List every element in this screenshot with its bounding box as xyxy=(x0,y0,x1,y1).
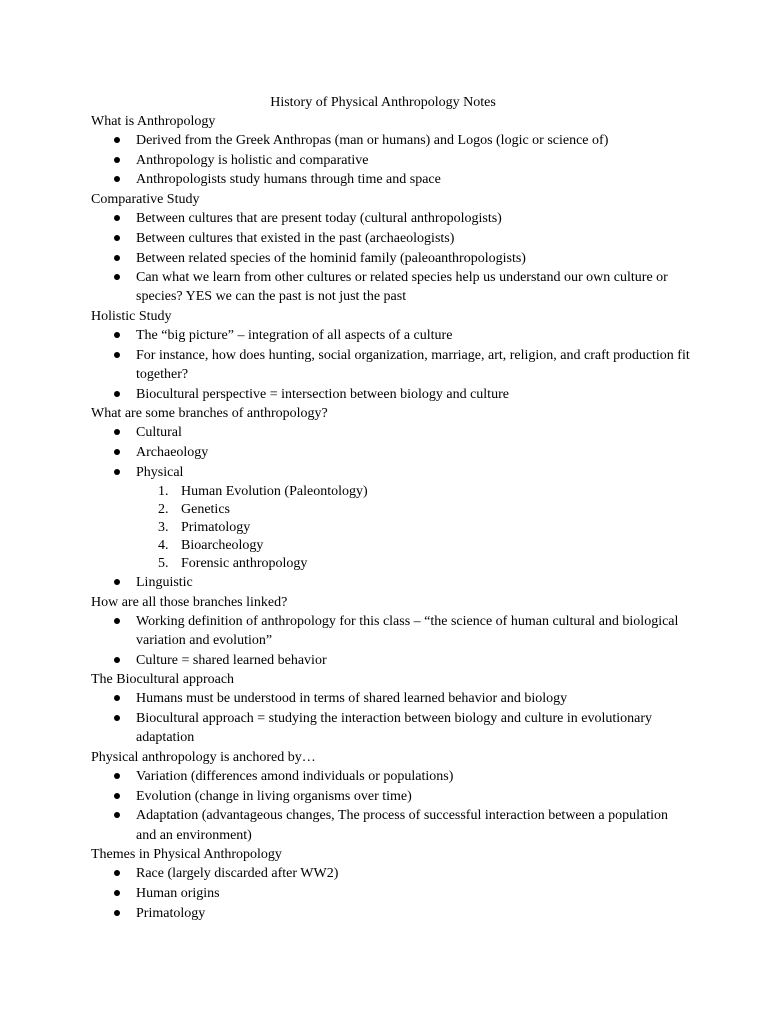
list-item-text: Human origins xyxy=(136,885,220,901)
numbered-item-text: Human Evolution (Paleontology) xyxy=(181,483,368,499)
bullet-icon xyxy=(114,274,120,280)
section xyxy=(91,404,691,592)
bullet-icon xyxy=(114,870,120,876)
list-item xyxy=(91,573,691,592)
section-heading: Themes in Physical Anthropology xyxy=(91,847,282,863)
document-page xyxy=(91,94,691,923)
sublist-container xyxy=(91,483,691,573)
bullet-list xyxy=(91,767,691,845)
list-item-text: Can what we learn from other cultures or related species help us understand our own culture or species? YES we can the past is not just the past xyxy=(136,270,668,305)
list-item xyxy=(91,209,691,228)
list-item-text: Evolution (change in living organisms over time) xyxy=(136,788,412,804)
list-item-text: Working definition of anthropology for this class – “the science of human cultural and biological variation and evolution” xyxy=(136,613,679,648)
bullet-list xyxy=(91,423,691,592)
list-item-text: Archaeology xyxy=(136,445,209,461)
list-item xyxy=(91,385,691,404)
section xyxy=(91,112,691,190)
section-heading: What are some branches of anthropology? xyxy=(91,406,328,422)
bullet-icon xyxy=(114,579,120,585)
section xyxy=(91,593,691,670)
bullet-icon xyxy=(114,157,120,163)
numbered-item-text: Bioarcheology xyxy=(181,537,264,553)
numbered-item xyxy=(91,483,691,501)
numbered-item-text: Primatology xyxy=(181,519,251,535)
item-number: 2. xyxy=(158,501,169,517)
bullet-list xyxy=(91,612,691,670)
numbered-list xyxy=(91,483,691,573)
bullet-icon xyxy=(114,890,120,896)
bullet-list xyxy=(91,689,691,747)
list-item-text: Between related species of the hominid family (paleoanthropologists) xyxy=(136,250,526,266)
list-item xyxy=(91,170,691,189)
bullet-icon xyxy=(114,618,120,624)
list-item xyxy=(91,689,691,708)
bullet-icon xyxy=(114,449,120,455)
list-item-text: Between cultures that existed in the past (archaeologists) xyxy=(136,230,455,246)
section xyxy=(91,190,691,307)
list-item xyxy=(91,346,691,384)
item-number: 4. xyxy=(158,537,169,553)
bullet-list xyxy=(91,131,691,190)
numbered-item-text: Forensic anthropology xyxy=(181,555,308,571)
numbered-item xyxy=(91,501,691,519)
list-item xyxy=(91,904,691,923)
section-heading: What is Anthropology xyxy=(91,114,216,129)
bullet-icon xyxy=(114,715,120,721)
list-item xyxy=(91,864,691,883)
list-item xyxy=(91,884,691,903)
section xyxy=(91,670,691,747)
bullet-icon xyxy=(114,793,120,799)
bullet-icon xyxy=(114,332,120,338)
bullet-list xyxy=(91,209,691,307)
list-item-text: Derived from the Greek Anthropas (man or humans) and Logos (logic or science of) xyxy=(136,133,609,148)
list-item-text: Culture = shared learned behavior xyxy=(136,652,327,668)
bullet-icon xyxy=(114,429,120,435)
section-heading: How are all those branches linked? xyxy=(91,594,288,610)
list-item-text: Primatology xyxy=(136,905,206,921)
bullet-list xyxy=(91,864,691,923)
item-number: 1. xyxy=(158,483,169,499)
list-item xyxy=(91,787,691,806)
document-body xyxy=(91,112,691,923)
list-item-text: Biocultural perspective = intersection between biology and culture xyxy=(136,386,509,402)
list-item-text: Between cultures that are present today (cultural anthropologists) xyxy=(136,211,502,227)
list-item xyxy=(91,326,691,345)
numbered-item xyxy=(91,519,691,537)
section-heading: Holistic Study xyxy=(91,309,172,325)
list-item-text: Variation (differences amond individuals or populations) xyxy=(136,768,454,784)
list-item-text: Cultural xyxy=(136,425,182,441)
section-heading: Comparative Study xyxy=(91,192,200,208)
list-item xyxy=(91,709,691,747)
bullet-icon xyxy=(114,215,120,221)
list-item-text: Race (largely discarded after WW2) xyxy=(136,866,339,882)
list-item-text: Biocultural approach = studying the interaction between biology and culture in evolutionary adaptation xyxy=(136,711,653,746)
list-item xyxy=(91,767,691,786)
list-item xyxy=(91,268,691,306)
bullet-icon xyxy=(114,176,120,182)
bullet-icon xyxy=(114,773,120,779)
bullet-list xyxy=(91,326,691,404)
list-item xyxy=(91,249,691,268)
list-item xyxy=(91,151,691,170)
list-item xyxy=(91,612,691,650)
section xyxy=(91,748,691,845)
bullet-icon xyxy=(114,695,120,701)
section-heading: Physical anthropology is anchored by… xyxy=(91,749,316,765)
document-title: History of Physical Anthropology Notes xyxy=(270,95,496,110)
numbered-item xyxy=(91,537,691,555)
list-item-text: Anthropologists study humans through time and space xyxy=(136,172,441,188)
list-item-text: Adaptation (advantageous changes, The process of successful interaction between a population and an environment) xyxy=(136,808,668,843)
section xyxy=(91,845,691,923)
bullet-icon xyxy=(114,657,120,663)
section-heading: The Biocultural approach xyxy=(91,672,235,688)
list-item-text: Anthropology is holistic and comparative xyxy=(136,152,369,168)
list-item-text: The “big picture” – integration of all aspects of a culture xyxy=(136,328,453,344)
bullet-icon xyxy=(114,137,120,143)
bullet-icon xyxy=(114,391,120,397)
list-item-text: Linguistic xyxy=(136,575,193,591)
numbered-item-text: Genetics xyxy=(181,501,230,517)
numbered-item xyxy=(91,555,691,573)
list-item-text: Humans must be understood in terms of shared learned behavior and biology xyxy=(136,691,568,707)
list-item-text: Physical xyxy=(136,464,184,480)
list-item xyxy=(91,229,691,248)
list-item xyxy=(91,443,691,462)
section xyxy=(91,307,691,404)
item-number: 5. xyxy=(158,555,169,571)
bullet-icon xyxy=(114,235,120,241)
list-item xyxy=(91,651,691,670)
bullet-icon xyxy=(114,812,120,818)
list-item xyxy=(91,423,691,442)
list-item-text: For instance, how does hunting, social organization, marriage, art, religion, and craft production fit together? xyxy=(136,347,690,383)
bullet-icon xyxy=(114,910,120,916)
bullet-icon xyxy=(114,469,120,475)
bullet-icon xyxy=(114,255,120,261)
item-number: 3. xyxy=(158,519,169,535)
list-item xyxy=(91,131,691,150)
list-item xyxy=(91,463,691,482)
list-item xyxy=(91,806,691,844)
bullet-icon xyxy=(114,352,120,358)
